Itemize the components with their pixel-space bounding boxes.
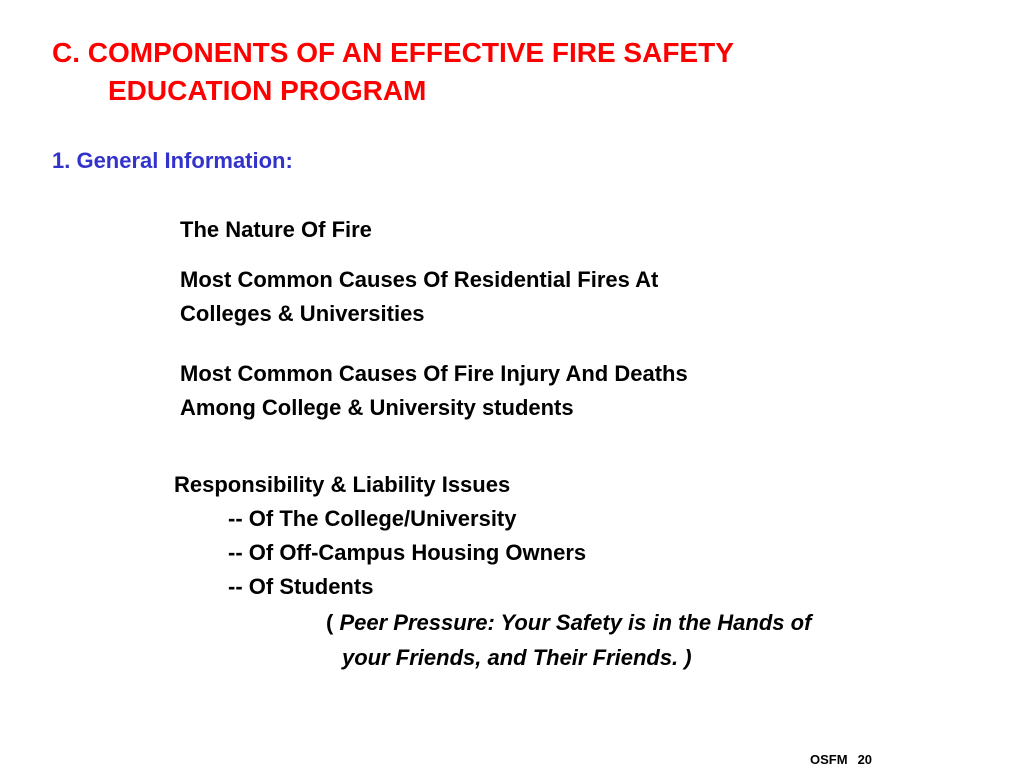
responsibility-block xyxy=(174,468,586,604)
item-nature-of-fire: The Nature Of Fire xyxy=(180,217,372,242)
section-heading: 1. General Information: xyxy=(52,148,293,173)
responsibility-subitem-owners: -- Of Off-Campus Housing Owners xyxy=(228,540,587,565)
peer-pressure-note xyxy=(326,605,986,675)
item-causes-residential-line1: Most Common Causes Of Residential Fires At xyxy=(180,267,659,292)
page-number: 20 xyxy=(857,752,873,767)
responsibility-subitem-students: -- Of Students xyxy=(228,574,374,599)
item-causes-residential-line2: Colleges & Universities xyxy=(180,301,425,326)
slide-title xyxy=(52,34,734,110)
responsibility-heading: Responsibility & Liability Issues xyxy=(174,472,511,497)
peer-note-line1: Peer Pressure: Your Safety is in the Hands of xyxy=(339,610,812,635)
item-causes-injury-deaths xyxy=(180,357,880,425)
slide-footer xyxy=(810,752,872,768)
item-causes-injury-line1: Most Common Causes Of Fire Injury And Deaths xyxy=(180,361,688,386)
responsibility-subitem-college: -- Of The College/University xyxy=(228,506,517,531)
slide-title-line2: EDUCATION PROGRAM xyxy=(108,75,427,106)
item-causes-injury-line2: Among College & University students xyxy=(180,395,574,420)
footer-label: OSFM xyxy=(810,752,848,767)
item-causes-residential-fires xyxy=(180,263,840,331)
slide-title-line1: C. COMPONENTS OF AN EFFECTIVE FIRE SAFETY xyxy=(52,37,734,68)
peer-open-paren: ( xyxy=(326,610,340,635)
peer-note-line2: your Friends, and Their Friends. ) xyxy=(342,645,692,670)
